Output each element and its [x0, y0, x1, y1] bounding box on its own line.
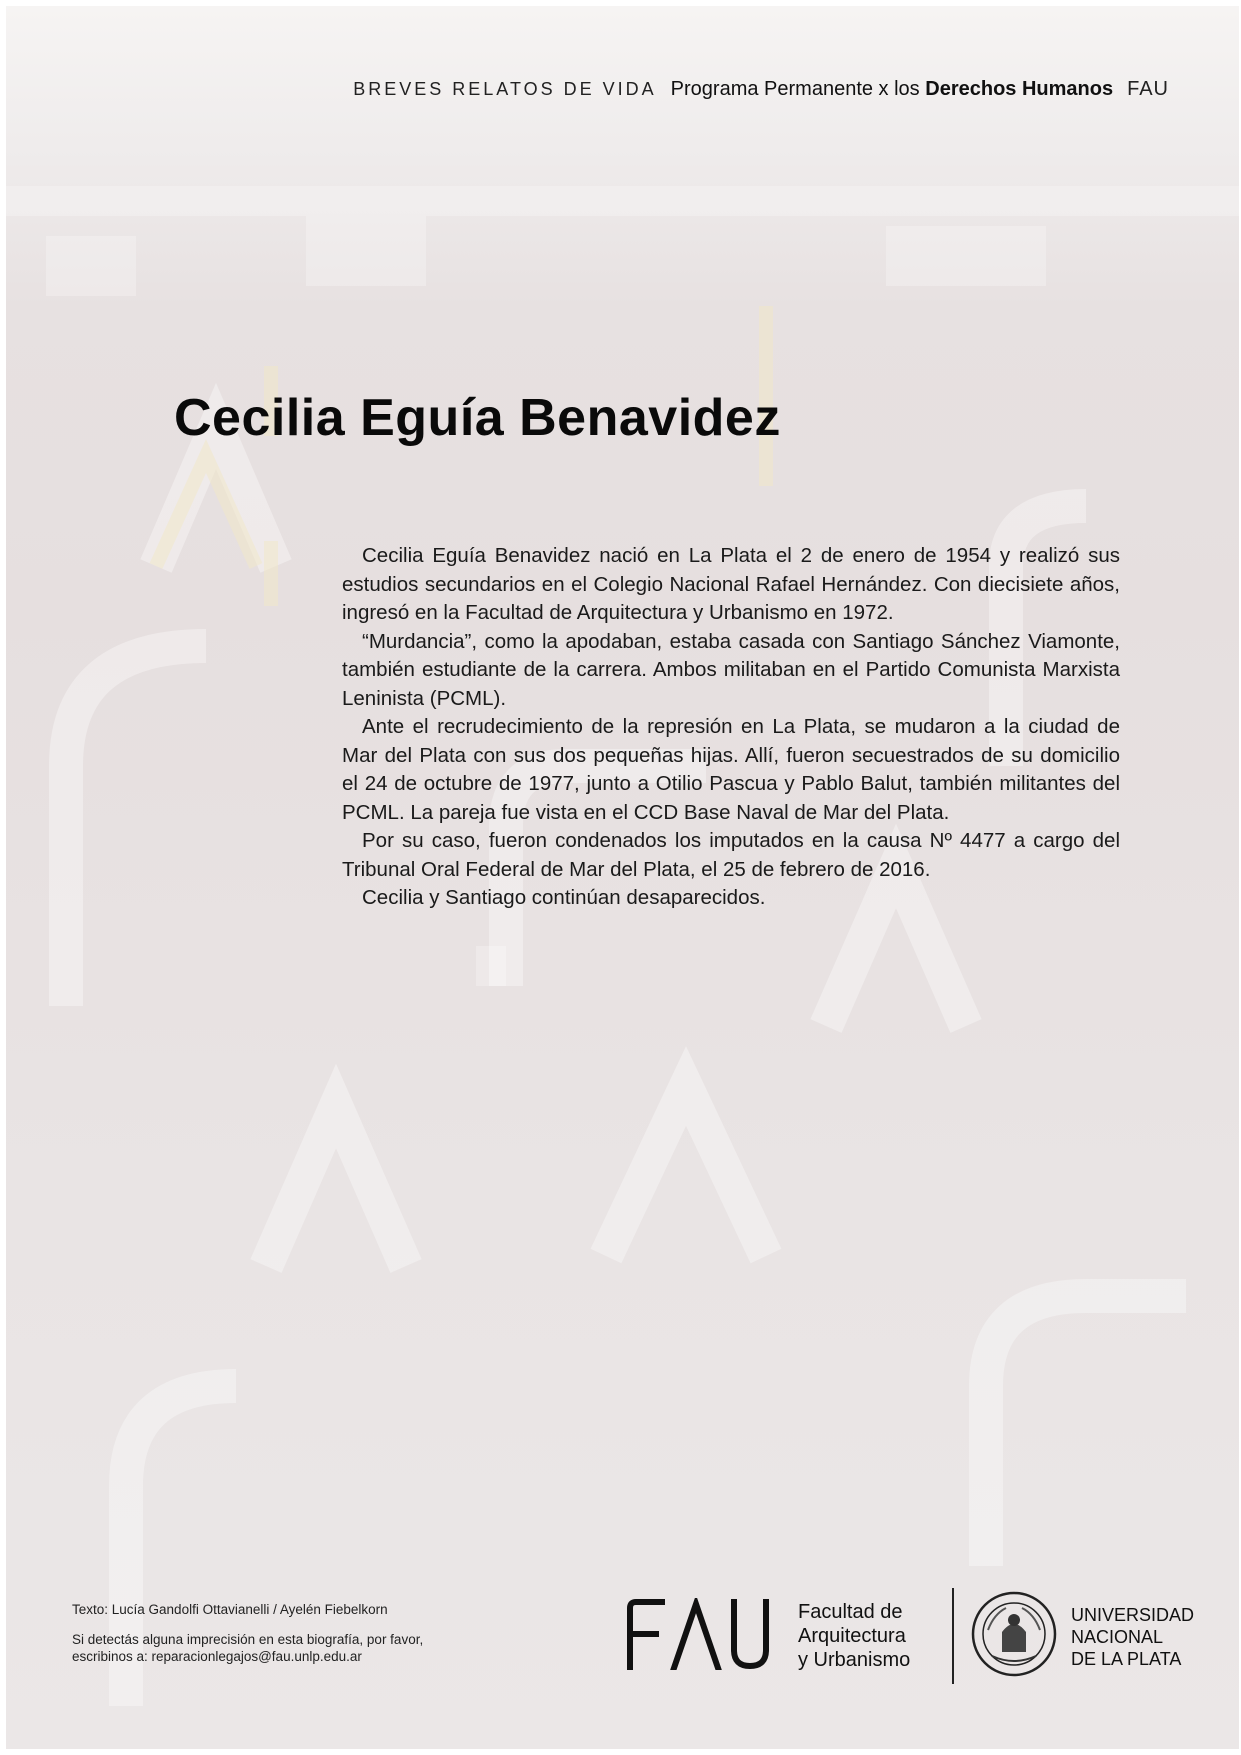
- university-name-line: NACIONAL: [1071, 1627, 1164, 1647]
- header-fau: FAU: [1127, 78, 1169, 100]
- logo-divider: [952, 1588, 954, 1684]
- faculty-name-line: y Urbanismo: [798, 1649, 911, 1671]
- university-name-line: DE LA PLATA: [1071, 1649, 1182, 1669]
- credits: [72, 1602, 492, 1665]
- bio-paragraph: Cecilia Eguía Benavidez nació en La Plata el 2 de enero de 1954 y realizó sus estudios secundarios en el Colegio Nacional Rafael Hernández. Con diecisiete años, ingresó en la Facultad de Arquitectura y Urbanismo en 1972.: [342, 544, 1120, 624]
- fau-logo-icon: [626, 1598, 774, 1670]
- bio-paragraph: Por su caso, fueron condenados los imputados en la causa Nº 4477 a cargo del Tribunal Oral Federal de Mar del Plata, el 25 de febrero de 2016.: [342, 829, 1120, 881]
- bio-paragraph: “Murdancia”, como la apodaban, estaba casada con Santiago Sánchez Viamonte, también estudiante de la carrera. Ambos militaban en el Partido Comunista Marxista Leninista (PCML).: [342, 629, 1120, 710]
- university-name-line: UNIVERSIDAD: [1071, 1605, 1195, 1625]
- correction-note: [72, 1631, 492, 1665]
- program-label: [671, 78, 1113, 101]
- faculty-name-line: Facultad de: [798, 1601, 903, 1623]
- author-credit: Texto: Lucía Gandolfi Ottavianelli / Ayelén Fiebelkorn: [72, 1602, 388, 1617]
- header: [353, 78, 1169, 101]
- page-title: Cecilia Eguía Benavidez: [174, 389, 781, 447]
- page: [6, 6, 1239, 1749]
- faculty-name: [798, 1600, 910, 1672]
- bio-paragraph: Cecilia y Santiago continúan desaparecidos.: [362, 886, 766, 909]
- series-label: BREVES RELATOS DE VIDA: [353, 79, 657, 99]
- correction-note-line: Si detectás alguna imprecisión en esta biografía, por favor,: [72, 1632, 424, 1647]
- program-prefix: Programa Permanente x los: [670, 78, 920, 100]
- bio-paragraph: Ante el recrudecimiento de la represión en La Plata, se mudaron a la ciudad de Mar del Plata con sus dos pequeñas hijas. Allí, fueron secuestrados de su domicilio el 24 de octubre de 1977, junto a Otilio Pascua y Pablo Balut, también militantes del PCML. La pareja fue vista en el CCD Base Naval de Mar del Plata.: [342, 715, 1120, 824]
- program-bold: Derechos Humanos: [925, 78, 1114, 100]
- biography: [342, 542, 1120, 913]
- correction-note-line: escribinos a: reparacionlegajos@fau.unlp.edu.ar: [72, 1649, 362, 1664]
- unlp-seal-icon: [970, 1590, 1058, 1678]
- university-name: [1071, 1604, 1194, 1670]
- faculty-name-line: Arquitectura: [798, 1625, 906, 1647]
- footer-logos: [626, 1584, 1195, 1694]
